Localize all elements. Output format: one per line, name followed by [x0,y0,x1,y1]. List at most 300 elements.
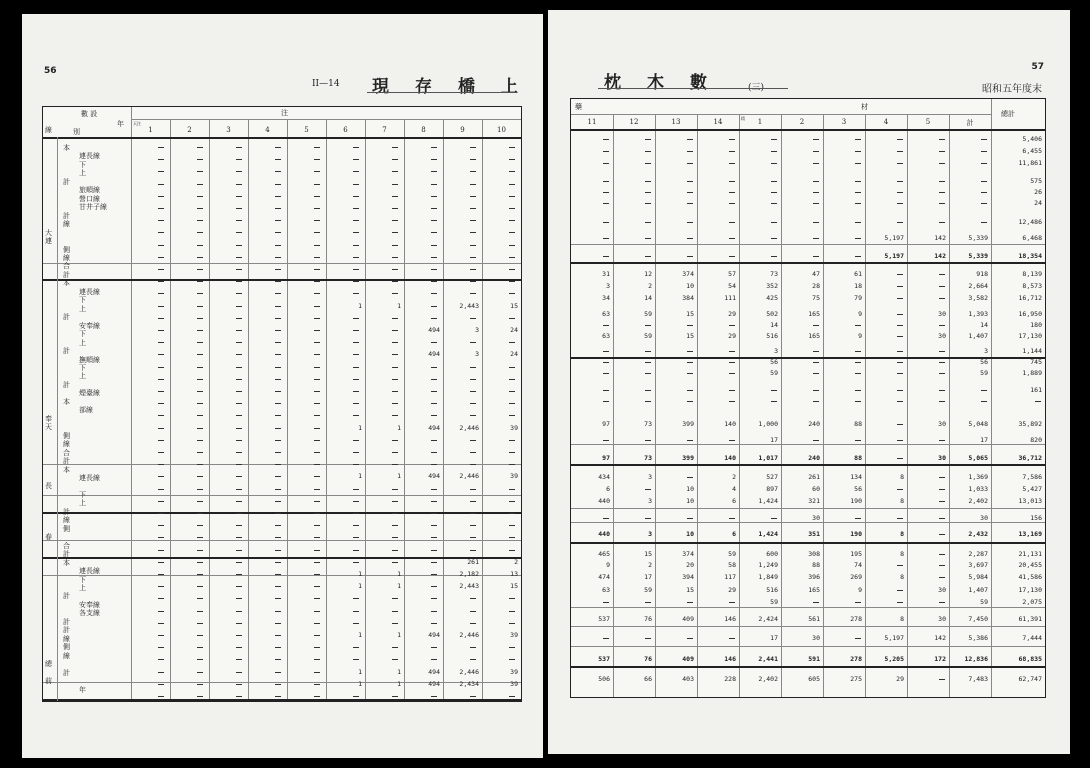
row-label: 線 [63,254,70,262]
row-label: 天 [45,423,52,432]
empty-cell [939,192,945,193]
table-cell: 8 [900,550,904,558]
table-cell: 399 [682,420,694,428]
empty-cell [470,208,476,209]
row-divider [571,244,1045,245]
empty-cell [392,403,398,404]
table-cell: 537 [598,615,610,623]
table-cell: 17 [980,436,988,444]
empty-cell [939,298,945,299]
table-cell: 140 [724,454,736,462]
table-cell: 20,455 [1018,561,1042,569]
empty-cell [314,220,320,221]
table-cell: 140 [724,420,736,428]
empty-cell [314,586,320,587]
empty-cell [509,220,515,221]
column-divider [326,119,327,701]
empty-cell [687,238,693,239]
table-cell: 384 [682,294,694,302]
table-cell: 1,017 [758,454,778,462]
empty-cell [275,306,281,307]
empty-cell [645,351,651,352]
empty-cell [158,293,164,294]
table-cell: 5,197 [884,252,904,260]
empty-cell [855,222,861,223]
table-cell: 399 [682,454,694,462]
empty-cell [314,415,320,416]
table-cell: 2,402 [758,675,778,683]
table-cell: 403 [682,675,694,683]
empty-cell [509,147,515,148]
empty-cell [392,696,398,697]
row-label: 連長線 [79,474,100,482]
table-cell: 18,354 [1018,252,1042,260]
empty-cell [470,147,476,148]
row-label: 計 [63,668,70,677]
empty-cell [470,440,476,441]
row-label: 計 [63,550,70,559]
empty-cell [275,208,281,209]
table-cell: 5,984 [968,573,988,581]
label-divider [57,137,58,701]
column-divider [443,119,444,701]
empty-cell [855,440,861,441]
empty-cell [509,659,515,660]
row-label: 甘井子線 [79,203,107,212]
empty-cell [236,550,242,551]
empty-cell [392,647,398,648]
table-cell: 30 [812,634,820,642]
empty-cell [431,379,437,380]
empty-cell [813,256,819,257]
column-header: 計 [966,119,974,127]
empty-cell [236,269,242,270]
row-label: 計 [63,592,70,601]
empty-cell [392,245,398,246]
table-cell: 88 [854,420,862,428]
empty-cell [509,318,515,319]
empty-cell [855,203,861,204]
empty-cell [729,163,735,164]
empty-cell [197,464,203,465]
table-cell: 1 [397,302,401,310]
empty-cell [981,151,987,152]
empty-cell [509,501,515,502]
table-cell: 6,455 [1022,147,1042,155]
empty-cell [729,325,735,326]
empty-cell [353,379,359,380]
column-mark: 精 [741,116,745,121]
empty-cell [392,184,398,185]
empty-cell [158,440,164,441]
row-divider [571,522,1045,523]
empty-cell [275,342,281,343]
empty-cell [314,293,320,294]
empty-cell [509,379,515,380]
empty-cell [314,440,320,441]
table-cell: 5,427 [1022,485,1042,493]
table-cell: 66 [644,675,652,683]
empty-cell [470,293,476,294]
table-cell: 2,402 [968,497,988,505]
row-label: 各支線 [79,609,100,618]
table-cell: 117 [724,573,736,581]
table-cell: 5,205 [884,655,904,663]
table-cell: 54 [728,282,736,290]
empty-cell [314,501,320,502]
empty-cell [645,192,651,193]
empty-cell [353,391,359,392]
empty-cell [275,415,281,416]
empty-cell [158,342,164,343]
table-cell: 351 [808,530,820,538]
empty-cell [470,501,476,502]
empty-cell [236,171,242,172]
table-cell: 440 [598,530,610,538]
empty-cell [353,269,359,270]
empty-cell [431,659,437,660]
empty-cell [431,318,437,319]
empty-cell [197,318,203,319]
table-cell: 409 [682,655,694,663]
empty-cell [470,391,476,392]
row-divider [43,540,521,541]
empty-cell [275,611,281,612]
empty-cell [314,428,320,429]
table-cell: 11,861 [1018,159,1042,167]
table-cell: 8 [900,473,904,481]
empty-cell [392,623,398,624]
table-cell: 409 [682,615,694,623]
empty-cell [314,318,320,319]
column-divider [781,114,782,697]
empty-cell [897,151,903,152]
table-cell: 600 [766,550,778,558]
column-header: 11 [587,118,597,126]
empty-cell [729,238,735,239]
row-label: 旅順線 [79,186,100,195]
table-cell: 17 [644,573,652,581]
row-label: 合 [63,262,70,271]
row-label: 計 [63,617,70,626]
empty-cell [275,647,281,648]
empty-cell [603,390,609,391]
empty-cell [197,391,203,392]
table-cell: 1 [358,680,362,688]
empty-cell [771,139,777,140]
table-cell: 1 [358,582,362,590]
table-cell: 1,033 [968,485,988,493]
empty-cell [813,181,819,182]
empty-cell [939,390,945,391]
empty-cell [470,415,476,416]
table-cell: 10 [686,530,694,538]
table-cell: 29 [728,310,736,318]
table-cell: 134 [850,473,862,481]
table-cell: 13,013 [1018,497,1042,505]
table-cell: 2,287 [968,550,988,558]
empty-cell [197,598,203,599]
row-divider [571,262,1045,264]
table-cell: 24 [510,350,518,358]
empty-cell [314,281,320,282]
empty-cell [275,403,281,404]
empty-cell [314,342,320,343]
empty-cell [158,391,164,392]
row-label: 長 [45,482,52,491]
empty-cell [603,222,609,223]
empty-cell [729,602,735,603]
empty-cell [897,565,903,566]
empty-cell [158,513,164,514]
table-cell: 190 [850,497,862,505]
table-cell: 275 [850,675,862,683]
empty-cell [275,672,281,673]
empty-cell [855,518,861,519]
table-cell: 561 [808,615,820,623]
row-label: 側 [63,245,70,254]
empty-cell [939,518,945,519]
empty-cell [431,537,437,538]
empty-cell [236,696,242,697]
empty-cell [353,196,359,197]
left-table [42,106,522,702]
table-cell: 516 [766,586,778,594]
row-label: 奉 [45,414,52,423]
table-cell: 352 [766,282,778,290]
empty-cell [236,281,242,282]
table-cell: 374 [682,270,694,278]
empty-cell [509,598,515,599]
empty-cell [431,232,437,233]
table-cell: 29 [728,586,736,594]
empty-cell [197,537,203,538]
empty-cell [645,362,651,363]
empty-cell [236,647,242,648]
empty-cell [897,286,903,287]
table-cell: 1,849 [758,573,778,581]
empty-cell [981,192,987,193]
table-cell: 10 [686,485,694,493]
table-cell: 88 [854,454,862,462]
table-cell: 24 [1034,199,1042,207]
table-cell: 3 [648,473,652,481]
empty-cell [431,440,437,441]
table-cell: 1,424 [758,530,778,538]
row-label: 年 [79,685,86,694]
empty-cell [197,647,203,648]
empty-cell [314,232,320,233]
empty-cell [470,184,476,185]
empty-cell [939,554,945,555]
empty-cell [431,452,437,453]
table-cell: 1,000 [758,420,778,428]
table-cell: 591 [808,655,820,663]
empty-cell [158,196,164,197]
empty-cell [897,274,903,275]
empty-cell [392,342,398,343]
row-label: 計 [63,270,70,279]
row-label: 下 [79,330,86,339]
table-cell: 575 [1030,177,1042,185]
table-cell: 1 [397,680,401,688]
table-cell: 88 [812,561,820,569]
empty-cell [897,458,903,459]
empty-cell [158,611,164,612]
empty-cell [470,220,476,221]
empty-cell [158,232,164,233]
empty-cell [645,373,651,374]
row-label: 上 [79,338,86,347]
empty-cell [314,196,320,197]
table-cell: 63 [602,586,610,594]
row-divider [571,464,1045,466]
empty-cell [645,151,651,152]
empty-cell [158,574,164,575]
row-divider [43,464,521,465]
empty-cell [314,354,320,355]
table-cell: 161 [1030,386,1042,394]
empty-cell [431,562,437,563]
table-cell: 494 [428,668,440,676]
empty-cell [197,672,203,673]
table-cell: 502 [766,310,778,318]
table-cell: 190 [850,530,862,538]
row-label: 線 [63,634,70,643]
empty-cell [470,537,476,538]
table-cell: 30 [938,454,946,462]
empty-cell [603,362,609,363]
empty-cell [645,203,651,204]
empty-cell [603,181,609,182]
empty-cell [431,464,437,465]
table-cell: 2,443 [459,302,479,310]
table-cell: 26 [1034,188,1042,196]
empty-cell [687,203,693,204]
table-cell: 1,369 [968,473,988,481]
empty-cell [197,293,203,294]
empty-cell [236,635,242,636]
empty-cell [431,403,437,404]
table-cell: 57 [728,270,736,278]
empty-cell [855,362,861,363]
table-cell: 440 [598,497,610,505]
empty-cell [197,562,203,563]
empty-cell [431,550,437,551]
empty-cell [236,598,242,599]
empty-cell [275,330,281,331]
table-cell: 516 [766,332,778,340]
empty-cell [158,672,164,673]
empty-cell [897,362,903,363]
empty-cell [729,440,735,441]
empty-cell [353,159,359,160]
empty-cell [687,401,693,402]
row-divider [43,279,521,281]
table-cell: 30 [938,332,946,340]
table-cell: 2,446 [459,424,479,432]
empty-cell [687,256,693,257]
empty-cell [813,440,819,441]
empty-cell [392,269,398,270]
empty-cell [813,401,819,402]
empty-cell [939,286,945,287]
empty-cell [353,562,359,563]
empty-cell [158,525,164,526]
row-label: 線 [63,516,70,525]
empty-cell [897,298,903,299]
empty-cell [729,222,735,223]
empty-cell [314,147,320,148]
table-cell: 1 [358,472,362,480]
group-header: 注 [281,109,288,117]
empty-cell [645,222,651,223]
empty-cell [158,550,164,551]
empty-cell [813,373,819,374]
table-cell: 1,407 [968,586,988,594]
empty-cell [236,306,242,307]
empty-cell [314,598,320,599]
empty-cell [158,306,164,307]
empty-cell [236,220,242,221]
empty-cell [729,362,735,363]
table-cell: 61,391 [1018,615,1042,623]
empty-cell [353,330,359,331]
empty-cell [392,525,398,526]
empty-cell [314,672,320,673]
empty-cell [813,238,819,239]
table-cell: 75 [812,294,820,302]
empty-cell [981,401,987,402]
empty-cell [236,452,242,453]
empty-cell [939,151,945,152]
empty-cell [392,257,398,258]
empty-cell [470,245,476,246]
empty-cell [729,192,735,193]
empty-cell [197,501,203,502]
empty-cell [855,139,861,140]
empty-cell [158,269,164,270]
empty-cell [687,390,693,391]
empty-cell [603,440,609,441]
table-cell: 465 [598,550,610,558]
empty-cell [158,464,164,465]
empty-cell [158,489,164,490]
empty-cell [470,403,476,404]
table-cell: 9 [858,310,862,318]
empty-cell [813,390,819,391]
empty-cell [158,684,164,685]
empty-cell [981,222,987,223]
empty-cell [813,362,819,363]
empty-cell [392,659,398,660]
empty-cell [275,196,281,197]
empty-cell [392,208,398,209]
table-cell: 494 [428,326,440,334]
empty-cell [431,696,437,697]
table-cell: 20 [686,561,694,569]
empty-cell [353,220,359,221]
row-divider [571,607,1045,608]
empty-cell [197,489,203,490]
table-cell: 15 [510,582,518,590]
empty-cell [158,171,164,172]
empty-cell [197,574,203,575]
table-cell: 28 [812,282,820,290]
empty-cell [603,203,609,204]
table-cell: 2,441 [758,655,778,663]
table-cell: 18 [854,282,862,290]
